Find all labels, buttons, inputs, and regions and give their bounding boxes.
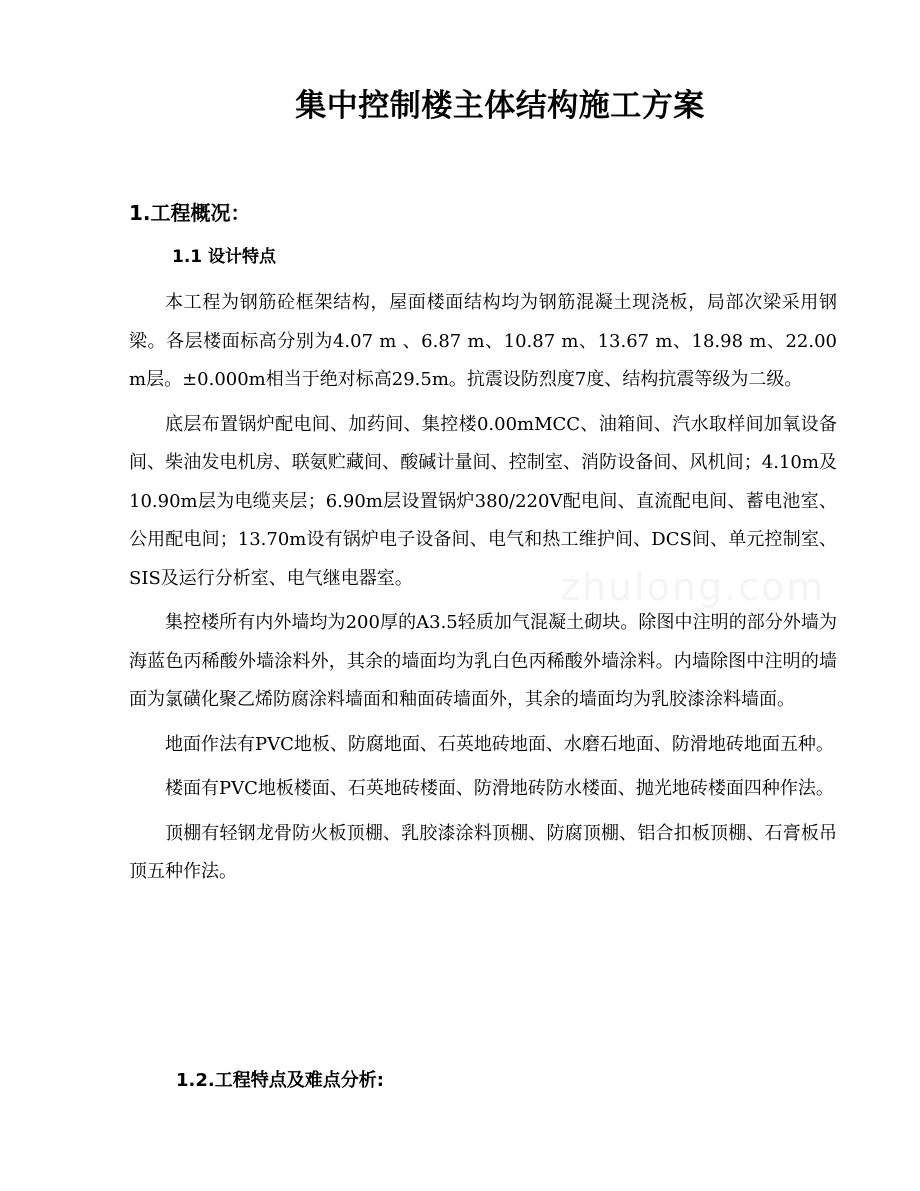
section-heading-1-1: 1.1 设计特点 <box>172 247 277 267</box>
paragraph-walls: 集控楼所有内外墙均为200厚的A3.5轻质加气混凝土砌块。除图中注明的部分外墙为海蓝色丙稀酸外墙涂料外，其余的墙面均为乳白色丙稀酸外墙涂料。内墙除图中注明的墙面为氯磺化聚乙烯防腐涂料墙面和釉面砖墙面外，其余的墙面均为乳胶漆涂料墙面。 <box>129 612 837 710</box>
watermark-text: zhulong.com <box>560 565 826 609</box>
paragraph-ceilings: 顶棚有轻钢龙骨防火板顶棚、乳胶漆涂料顶棚、防腐顶棚、铝合扣板顶棚、石膏板吊顶五种作法。 <box>129 822 837 882</box>
body-text <box>129 284 837 898</box>
paragraph-rooms: 底层布置锅炉配电间、加药间、集控楼0.00mMCC、油箱间、汽水取样间加氧设备间、柴油发电机房、联氨贮藏间、酸碱计量间、控制室、消防设备间、风机间；4.10m及10.90m层为电缆夹层；6.90m层设置锅炉380/220V配电间、直流配电间、蓄电池室、公用配电间；13.70m设有锅炉电子设备间、电气和热工维护间、DCS间、单元控制室、SIS及运行分析室、电气继电器室。 <box>129 413 837 589</box>
paragraph-structure: 本工程为钢筋砼框架结构，屋面楼面结构均为钢筋混凝土现浇板，局部次梁采用钢梁。各层楼面标高分别为4.07 m 、6.87 m、10.87 m、13.67 m、18.98 m、22.00 m层。±0.000m相当于绝对标高29.5m。抗震设防烈度7度、结构抗震等级为二级。 <box>129 292 837 390</box>
paragraph-ground: 地面作法有PVC地板、防腐地面、石英地砖地面、水磨石地面、防滑地砖地面五种。 <box>165 733 834 755</box>
document-title: 集中控制楼主体结构施工方案 <box>295 88 705 124</box>
section-heading-1: 1.工程概况： <box>129 201 251 225</box>
paragraph-floors: 楼面有PVC地板楼面、石英地砖楼面、防滑地砖防水楼面、抛光地砖楼面四种作法。 <box>165 778 834 799</box>
section-heading-1-2: 1.2.工程特点及难点分析: <box>176 1070 384 1091</box>
